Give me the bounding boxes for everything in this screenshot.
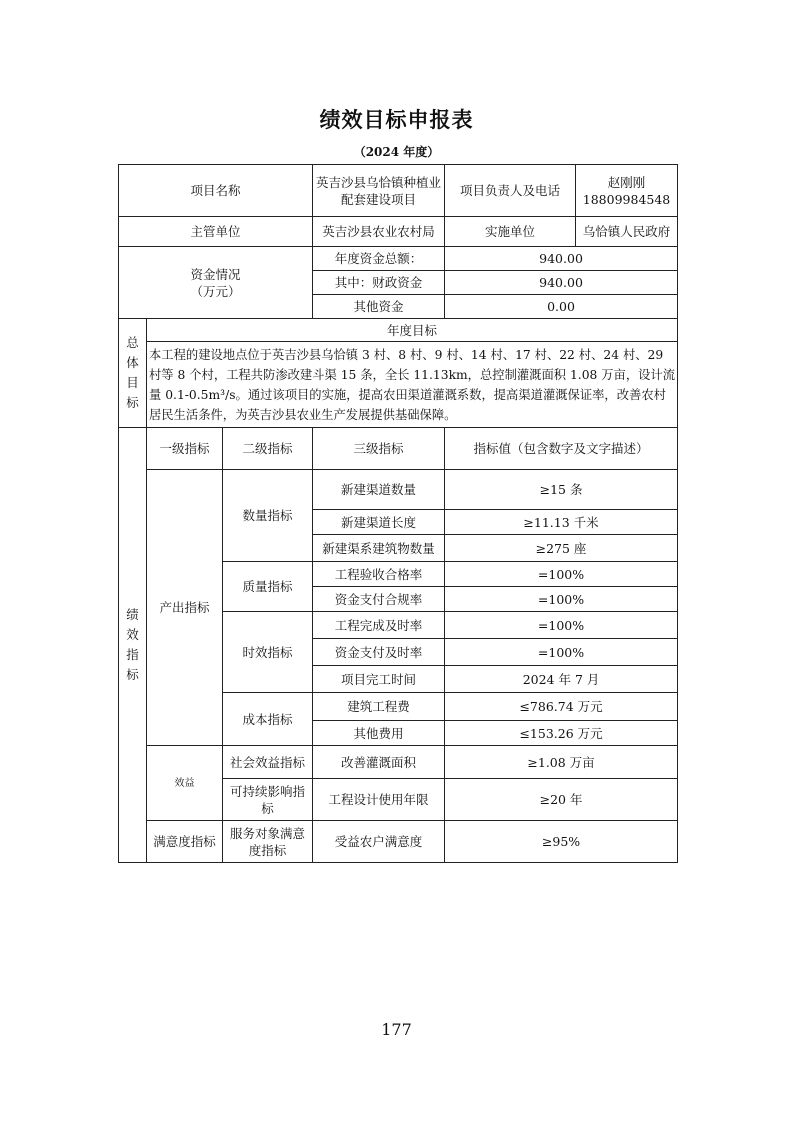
- project-name-row: [119, 165, 678, 217]
- annual-goal-header: 年度目标: [147, 319, 678, 342]
- quantity-indicator-label: 数量指标: [223, 470, 313, 562]
- level1-header: 一级指标: [147, 428, 223, 470]
- contact-phone: 18809984548: [582, 191, 671, 207]
- indicator-value: ≥1.08 万亩: [445, 746, 678, 779]
- performance-target-table: [118, 164, 678, 863]
- indicator-header-row: [119, 428, 678, 470]
- funds-unit: （万元）: [190, 283, 241, 299]
- service-satisfaction-label: 服务对象满意度指标: [223, 821, 313, 863]
- goal-text-row: [119, 342, 678, 428]
- funds-other-value: 0.00: [445, 295, 678, 319]
- project-name-value: 英吉沙县乌恰镇种植业配套建设项目: [313, 165, 445, 217]
- value-header: 指标值（包含数字及文字描述）: [445, 428, 678, 470]
- indicator-value: ≥95%: [445, 821, 678, 863]
- department-label: 主管单位: [119, 217, 313, 247]
- department-value: 英吉沙县农业农村局: [313, 217, 445, 247]
- funds-fiscal-label: 其中：财政资金: [313, 271, 445, 295]
- page-subtitle: （2024 年度）: [353, 145, 440, 159]
- social-benefit-label: 社会效益指标: [223, 746, 313, 779]
- indicator-value: ≥275 座: [445, 535, 678, 562]
- timeliness-indicator-label: 时效指标: [223, 612, 313, 693]
- funds-fiscal-value: 940.00: [445, 271, 678, 295]
- contact-name: 赵刚刚: [607, 174, 646, 190]
- implementer-value: 乌恰镇人民政府: [576, 217, 678, 247]
- indicator-name: 新建渠系建筑物数量: [313, 535, 445, 562]
- indicator-value: 2024 年 7 月: [445, 666, 678, 693]
- indicator-value: =100%: [445, 612, 678, 639]
- level2-header: 二级指标: [223, 428, 313, 470]
- department-row: [119, 217, 678, 247]
- page-number: 177: [381, 1020, 412, 1039]
- indicator-name: 新建渠道数量: [313, 470, 445, 510]
- indicator-name: 项目完工时间: [313, 666, 445, 693]
- overall-goal-side-label: 总 体 目 标: [119, 319, 147, 428]
- benefit-indicator-label: 效益: [147, 746, 223, 821]
- annual-goal-text: 本工程的建设地点位于英吉沙县乌恰镇 3 村、8 村、9 村、14 村、17 村、22 村、24 村、29 村等 8 个村，工程共防渗改建斗渠 15 条，全长 11.13km，总控制灌溉面积 1.08 万亩，设计流量 0.1-0.5m³/s。通过该项目的实施，提高农田渠道灌溉系数，提高渠道灌溉保证率，改善农村居民生活条件，为英吉沙县农业生产发展提供基础保障。: [147, 342, 678, 428]
- indicator-name: 受益农户满意度: [313, 821, 445, 863]
- funds-total-value: 940.00: [445, 247, 678, 271]
- indicator-value: =100%: [445, 562, 678, 587]
- indicator-value: ≤786.74 万元: [445, 693, 678, 721]
- indicator-value: =100%: [445, 587, 678, 612]
- implementer-label: 实施单位: [445, 217, 576, 247]
- indicator-name: 资金支付合规率: [313, 587, 445, 612]
- table-row: [119, 746, 678, 779]
- indicator-name: 建筑工程费: [313, 693, 445, 721]
- indicator-name: 新建渠道长度: [313, 510, 445, 535]
- indicator-value: ≥20 年: [445, 779, 678, 821]
- indicator-value: ≤153.26 万元: [445, 721, 678, 746]
- project-name-label: 项目名称: [119, 165, 313, 217]
- level3-header: 三级指标: [313, 428, 445, 470]
- indicator-value: =100%: [445, 639, 678, 666]
- indicator-name: 工程设计使用年限: [313, 779, 445, 821]
- cost-indicator-label: 成本指标: [223, 693, 313, 746]
- table-row: [119, 821, 678, 863]
- funds-other-label: 其他资金: [313, 295, 445, 319]
- indicator-name: 工程验收合格率: [313, 562, 445, 587]
- output-indicator-label: 产出指标: [147, 470, 223, 746]
- satisfaction-indicator-label: 满意度指标: [147, 821, 223, 863]
- page-title: 绩效目标申报表: [319, 108, 474, 132]
- indicator-name: 资金支付及时率: [313, 639, 445, 666]
- indicator-value: ≥11.13 千米: [445, 510, 678, 535]
- indicator-value: ≥15 条: [445, 470, 678, 510]
- project-contact-label: 项目负责人及电话: [445, 165, 576, 217]
- funds-total-label: 年度资金总额：: [313, 247, 445, 271]
- sustainability-label: 可持续影响指标: [223, 779, 313, 821]
- performance-indicator-side-label: 绩 效 指 标: [119, 428, 147, 863]
- quality-indicator-label: 质量指标: [223, 562, 313, 612]
- funds-label: 资金情况 （万元）: [119, 247, 313, 319]
- indicator-name: 工程完成及时率: [313, 612, 445, 639]
- indicator-name: 其他费用: [313, 721, 445, 746]
- table-row: [119, 470, 678, 510]
- goal-header-row: [119, 319, 678, 342]
- project-contact-value: [576, 165, 678, 217]
- indicator-name: 改善灌溉面积: [313, 746, 445, 779]
- funds-total-row: [119, 247, 678, 271]
